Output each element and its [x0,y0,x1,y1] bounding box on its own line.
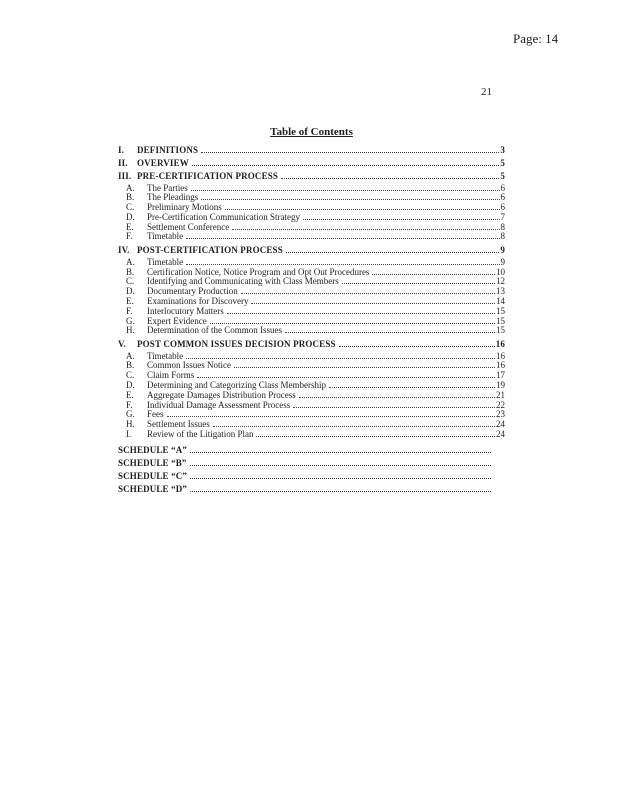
toc-section-group [118,158,505,168]
toc-item-label: Aggregate Damages Distribution Process [147,389,296,400]
toc-item-label: The Pleadings [147,192,199,203]
toc-item-label: Individual Damage Assessment Process [147,399,291,410]
toc-item-page: 8 [500,231,505,242]
toc-section-row [118,158,505,168]
toc-item-page: 24 [496,429,505,440]
toc-item-page: 14 [496,295,505,306]
toc-item-page: 22 [496,399,505,410]
toc-item-letter: B. [126,360,135,371]
toc-item-letter: C. [126,370,135,381]
toc-item-page: 23 [496,409,505,420]
toc-item-page: 6 [500,192,505,203]
toc-section-label: POST-CERTIFICATION PROCESS [137,245,283,256]
dot-leader [293,407,495,408]
toc-item-letter: B. [126,192,135,203]
toc-item-letter: F. [126,231,133,242]
toc-item-label: Timetable [147,350,184,361]
toc-schedule-row [118,484,505,494]
toc-item-letter: G. [126,409,135,420]
toc-item-page: 15 [496,305,505,316]
toc-item-label: Fees [147,409,164,420]
toc-item-label: Determining and Categorizing Class Membership [147,380,326,391]
toc-item-page: 6 [500,182,505,193]
toc-section-group [118,171,505,242]
toc-schedule-label: SCHEDULE “A” [118,445,188,456]
toc-schedule-row [118,458,505,468]
toc-item-letter: C. [126,276,135,287]
toc-schedule-label: SCHEDULE “D” [118,484,188,495]
toc-schedules [118,445,505,494]
toc-item-letter: I. [126,429,132,440]
toc-item-page: 21 [496,389,505,400]
toc-item-label: Interlocutory Matters [147,305,224,316]
toc-section-page: 3 [500,145,505,155]
toc-item-page: 19 [496,380,505,391]
toc-item-letter: E. [126,389,134,400]
toc-item-page: 15 [496,315,505,326]
toc-schedule-row [118,471,505,481]
dot-leader [342,283,495,284]
toc-item-label: The Parties [147,182,188,193]
toc-section-page: 5 [500,158,505,168]
toc-section-numeral: III. [118,171,132,181]
toc-item-page: 7 [500,211,505,222]
toc-item-page: 9 [500,256,505,267]
dot-leader [186,358,495,359]
toc-section-row [118,245,505,255]
toc-item-letter: D. [126,211,135,222]
toc-section-group [118,339,505,440]
toc-item-label: Pre-Certification Communication Strategy [147,211,300,222]
toc-item-letter: H. [126,419,135,430]
toc-item-label: Claim Forms [147,370,195,381]
dot-leader [190,478,491,479]
toc-item-label: Identifying and Communicating with Class Members [147,276,339,287]
toc-item-label: Settlement Conference [147,221,230,232]
page-number: 21 [481,86,492,98]
toc-item-row [118,430,505,440]
toc-item-letter: E. [126,221,134,232]
toc-item-letter: A. [126,350,135,361]
toc-section-label: DEFINITIONS [137,145,199,155]
dot-leader [285,332,495,333]
toc-item-letter: A. [126,256,135,267]
toc-section-numeral: V. [118,339,126,350]
dot-leader [299,397,495,398]
toc-item-label: Timetable [147,231,184,242]
toc-item-letter: E. [126,295,134,306]
toc-item-page: 16 [496,350,505,361]
toc-item-letter: D. [126,380,135,391]
toc-section-row [118,339,505,349]
dot-leader [303,219,500,220]
dot-leader [191,190,500,191]
dot-leader [213,426,495,427]
dot-leader [241,293,495,294]
dot-leader [286,252,499,253]
toc-item-label: Preliminary Motions [147,202,222,213]
toc-item-row [118,326,505,336]
toc-item-label: Determination of the Common Issues [147,325,282,336]
toc-item-letter: G. [126,315,135,326]
dot-leader [192,165,499,166]
toc-section-label: POST COMMON ISSUES DECISION PROCESS [137,339,336,350]
dot-leader [256,436,495,437]
toc-item-page: 15 [496,325,505,336]
toc-schedule-label: SCHEDULE “C” [118,471,188,482]
toc-item-page: 12 [496,276,505,287]
toc-section-page: 9 [500,245,505,256]
dot-leader [197,377,495,378]
toc-item-row [118,232,505,242]
toc-item-label: Documentary Production [147,286,238,297]
toc-item-page: 24 [496,419,505,430]
table-of-contents [118,126,505,494]
toc-section-group [118,145,505,155]
dot-leader [190,452,491,453]
toc-item-label: Expert Evidence [147,315,207,326]
toc-item-letter: F. [126,399,133,410]
toc-item-label: Settlement Issues [147,419,210,430]
toc-schedule-row [118,445,505,455]
dot-leader [210,323,495,324]
toc-item-row [118,401,505,411]
dot-leader [232,229,499,230]
toc-section-label: PRE-CERTIFICATION PROCESS [137,171,279,181]
toc-item-label: Examinations for Discovery [147,295,249,306]
toc-item-letter: A. [126,182,135,193]
toc-item-label: Common Issues Notice [147,360,231,371]
toc-item-label: Timetable [147,256,184,267]
dot-leader [339,346,495,347]
toc-item-label: Certification Notice, Notice Program and Opt Out Procedures [147,266,370,277]
dot-leader [201,152,499,153]
toc-item-letter: B. [126,266,135,277]
toc-section-numeral: II. [118,158,128,168]
toc-item-page: 6 [500,202,505,213]
toc-section-row [118,171,505,181]
toc-item-page: 8 [500,221,505,232]
dot-leader [186,264,499,265]
dot-leader [225,209,500,210]
dot-leader [372,274,495,275]
toc-item-letter: C. [126,202,135,213]
dot-leader [251,303,495,304]
toc-item-page: 17 [496,370,505,381]
toc-item-letter: D. [126,286,135,297]
dot-leader [227,313,495,314]
page-header-label: Page: 14 [513,31,559,46]
toc-item-page: 13 [496,286,505,297]
dot-leader [167,416,496,417]
toc-title: Table of Contents [270,126,353,138]
dot-leader [190,491,491,492]
toc-item-letter: H. [126,325,135,336]
toc-schedule-label: SCHEDULE “B” [118,458,187,469]
toc-section-numeral: IV. [118,245,130,256]
toc-item-page: 10 [496,266,505,277]
dot-leader [234,367,495,368]
toc-section-row [118,145,505,155]
toc-section-page: 16 [495,339,505,350]
dot-leader [329,387,495,388]
dot-leader [186,238,499,239]
toc-item-letter: F. [126,305,133,316]
toc-item-label: Review of the Litigation Plan [147,429,254,440]
toc-section-group [118,245,505,336]
toc-item-page: 16 [496,360,505,371]
toc-section-numeral: I. [118,145,125,155]
toc-list [118,145,505,440]
dot-leader [201,199,499,200]
toc-section-page: 5 [500,171,505,181]
toc-section-label: OVERVIEW [137,158,189,168]
dot-leader [281,178,499,179]
dot-leader [190,465,491,466]
